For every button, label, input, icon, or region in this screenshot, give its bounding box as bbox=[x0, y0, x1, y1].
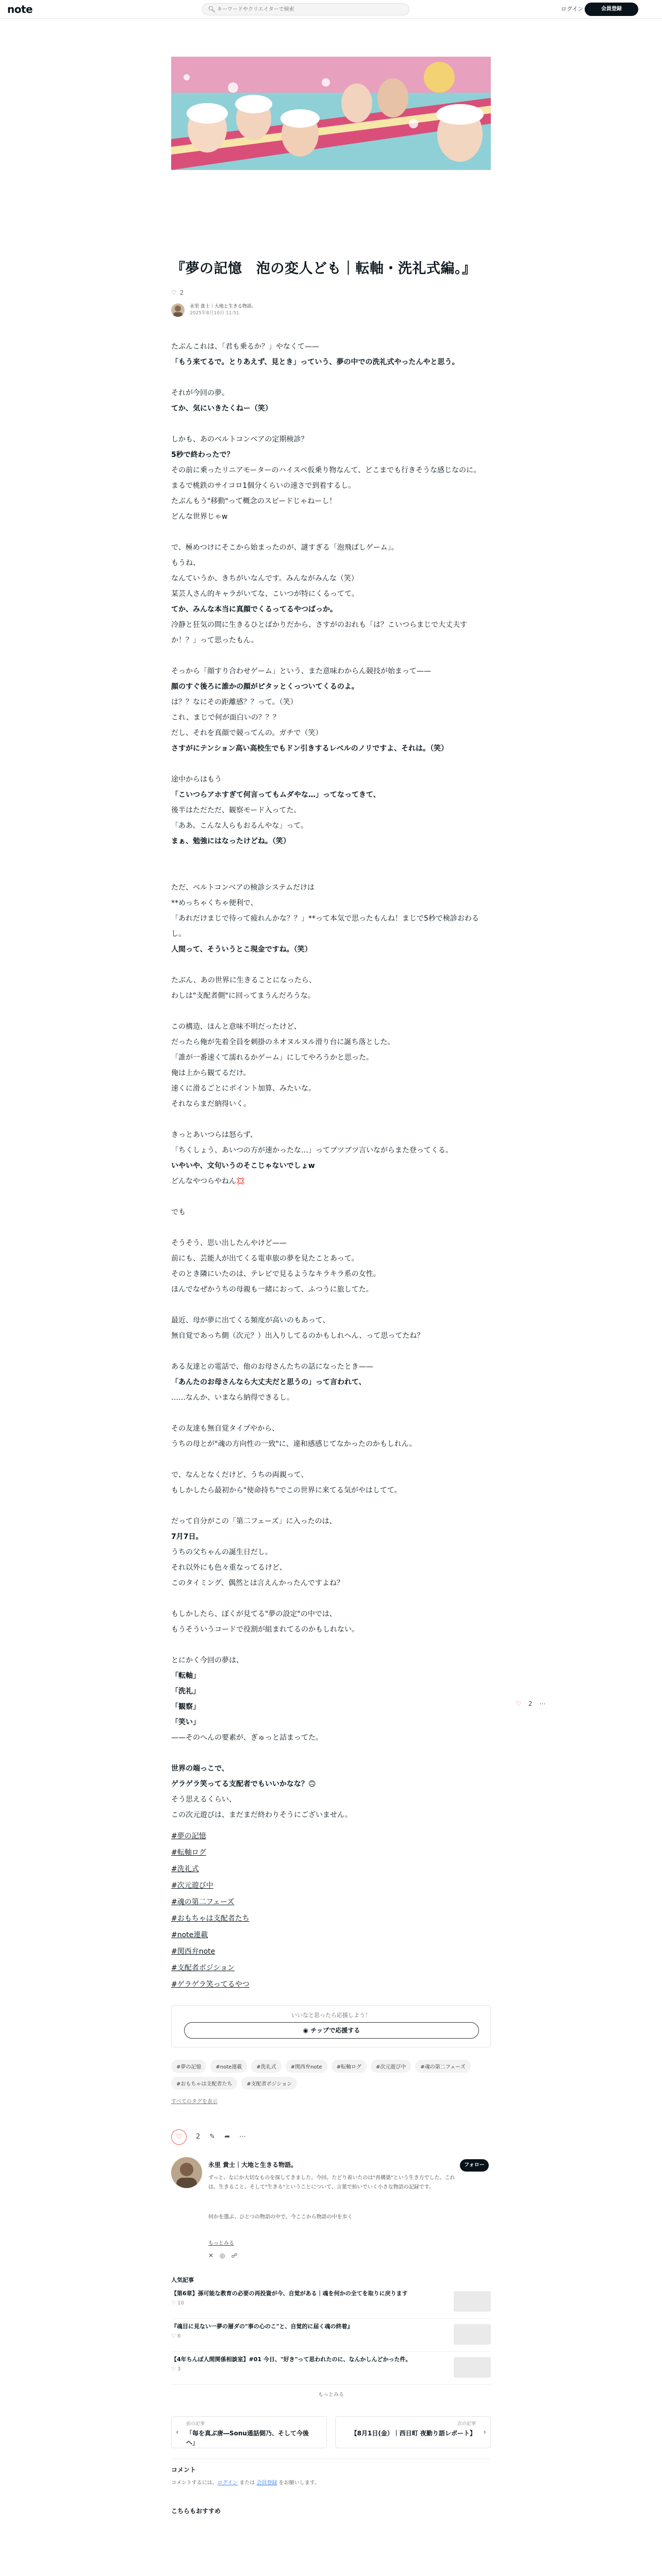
signup-button[interactable]: 会員登録 bbox=[585, 3, 638, 16]
next-label: 次の記事 bbox=[457, 2421, 476, 2427]
support-label: いいなと思ったら応援しよう！ bbox=[291, 2011, 371, 2019]
body-paragraph bbox=[171, 1591, 491, 1606]
body-paragraph: ある友達との電話で、他のお母さんたちの話になったとき—— bbox=[171, 1362, 373, 1371]
like-count-top[interactable] bbox=[171, 289, 491, 296]
popular-thumbnail bbox=[454, 2291, 491, 2312]
body-paragraph bbox=[171, 1220, 491, 1235]
follow-button[interactable]: フォロー bbox=[460, 2159, 489, 2172]
body-paragraph: だって自分がこの「第二フェーズ」に入ったのは、 bbox=[171, 1517, 337, 1526]
social-links bbox=[208, 2252, 238, 2259]
hashtag-list bbox=[171, 1828, 491, 1993]
body-paragraph: 5秒で終わったで？ bbox=[171, 450, 234, 459]
body-paragraph: その友達も無自覚タイプやから、 bbox=[171, 1424, 279, 1433]
hashtag-link[interactable]: #ゲラゲラ笑ってるやつ bbox=[171, 1980, 250, 1989]
body-paragraph: もうそういうコードで役割が組まれてるのかもしれない。 bbox=[171, 1625, 359, 1634]
share-icon[interactable]: ➦ bbox=[224, 2133, 230, 2141]
next-article-card[interactable] bbox=[335, 2416, 491, 2448]
body-paragraph: たぶんこれは、「君も乗るか？」やなくて—— bbox=[171, 342, 319, 351]
body-paragraph bbox=[171, 1637, 491, 1653]
hero-image bbox=[171, 57, 491, 170]
profile-name[interactable]: 永里 貴士｜大地と生きる物語。 bbox=[208, 2161, 297, 2168]
like-count: 2 bbox=[196, 2133, 201, 2141]
body-paragraph: そのとき隣にいたのは、テレビで見るようなキラキラ系の女性。 bbox=[171, 1269, 380, 1278]
more-icon[interactable]: ⋯ bbox=[239, 2133, 246, 2141]
body-paragraph: そう思えるくらい、 bbox=[171, 1795, 236, 1804]
like-count: 2 bbox=[179, 289, 184, 296]
body-paragraph: 「洗礼」 bbox=[171, 1687, 200, 1696]
comment-register-link[interactable]: 会員登録 bbox=[256, 2480, 277, 2486]
author-profile bbox=[171, 2157, 491, 2265]
body-paragraph: とにかく今回の夢は、 bbox=[171, 1656, 243, 1665]
login-link[interactable]: ログイン bbox=[561, 6, 584, 12]
body-paragraph bbox=[171, 1745, 491, 1761]
body-paragraph: きっとあいつらは怒らず、 bbox=[171, 1130, 257, 1139]
site-header bbox=[0, 0, 662, 19]
body-paragraph: 「笑い」 bbox=[171, 1718, 200, 1726]
article-nav bbox=[171, 2416, 491, 2448]
prev-label: 前の記事 bbox=[186, 2421, 205, 2427]
body-paragraph: で、極めつけにそこから始まったのが、謎すぎる「泡飛ばしゲーム」。 bbox=[171, 543, 399, 552]
profile-bio-2: 何かを選ぶ、ひとつの物語の中で。今ここから物語の中を歩く bbox=[208, 2214, 353, 2220]
body-paragraph bbox=[171, 648, 491, 664]
body-paragraph: 冷静と狂気の間に生きるひとばかりだから、さすがのおれも「は？こいつらまじで大丈夫すか！？」って思ったもん。 bbox=[171, 620, 467, 645]
hashtag-link[interactable]: #洗礼式 bbox=[171, 1865, 199, 1873]
body-paragraph bbox=[171, 1405, 491, 1421]
body-paragraph: 「あれだけまじで待って疲れんかな？？」**って本気で思ったもんね！まじで5秒で検診おわるし。 bbox=[171, 914, 479, 938]
body-paragraph: 「あんたのお母さんなら大丈夫だと思うの」って言われて、 bbox=[171, 1378, 366, 1386]
article-title: 『夢の記憶 泡の変人ども｜転軸・洗礼式編。』 bbox=[171, 261, 476, 277]
all-tags-link[interactable]: すべてのタグを表示 bbox=[171, 2098, 218, 2105]
search-input[interactable] bbox=[217, 5, 403, 13]
comment-icon[interactable]: ✎ bbox=[209, 2133, 216, 2141]
popular-likes: ♡ 3 bbox=[171, 2366, 181, 2372]
support-box bbox=[171, 2005, 491, 2047]
list-item[interactable] bbox=[171, 2289, 491, 2319]
hashtag-link[interactable]: #おもちゃは支配者たち bbox=[171, 1914, 250, 1923]
body-paragraph: でも bbox=[171, 1208, 186, 1216]
body-paragraph: うちの母とが"魂の方向性の一致"に、違和感感じてなかったのかもしれん。 bbox=[171, 1439, 417, 1448]
body-paragraph: その前に乗ったリニアモーターのハイスペ仮乗り物なんて、どこまでも行きそうな感じなのに。 bbox=[171, 466, 481, 474]
body-paragraph: てか、気にいきたくねー（笑） bbox=[171, 404, 272, 413]
body-paragraph: そっから「顔すり合わせゲーム」という、また意味わからん競技が始まって—— bbox=[171, 667, 431, 675]
hashtag-link[interactable]: #関西弁note bbox=[171, 1947, 216, 1956]
tag-chip[interactable]: #魂の第二フェーズ bbox=[415, 2060, 470, 2073]
body-paragraph: てか、みんな本当に真顔でくるってるやつばっか。 bbox=[171, 605, 337, 614]
body-paragraph: 「誰が一番速くて濡れるかゲーム」にしてやろうかと思った。 bbox=[171, 1053, 373, 1062]
body-paragraph: いやいや、文句いうのそこじゃないでしょw bbox=[171, 1161, 315, 1170]
comments-heading: コメント bbox=[171, 2466, 196, 2473]
body-paragraph: さすがにテンション高い高校生でもドン引きするレベルのノリですよ、それは。（笑） bbox=[171, 744, 449, 753]
search-icon: 🔍︎ bbox=[208, 6, 216, 13]
article-body bbox=[171, 339, 491, 1823]
body-paragraph: これ、まじで何が面白いの？？？ bbox=[171, 713, 280, 722]
body-paragraph: たぶんもう"移動"って概念のスピードじゃねーし！ bbox=[171, 497, 337, 505]
tag-chip[interactable]: #洗礼式 bbox=[251, 2060, 281, 2073]
popular-thumbnail bbox=[454, 2324, 491, 2345]
chevron-right-icon: › bbox=[483, 2428, 486, 2436]
body-paragraph: 俺は上から観てるだけ。 bbox=[171, 1069, 251, 1077]
tip-button[interactable] bbox=[184, 2022, 479, 2039]
body-paragraph: 速くに滑るごとにポイント加算、みたいな。 bbox=[171, 1084, 316, 1093]
body-paragraph: ——そのへんの要素が、ぎゅっと詰まってた。 bbox=[171, 1733, 323, 1742]
popular-title: 【第6章】孫可能な教育の必要の再投資が今、自覚がある｜魂を何かの全てを取りに戻ります bbox=[171, 2290, 408, 2297]
body-paragraph: 人間って、そういうとこ現金ですね。（笑） bbox=[171, 945, 312, 954]
body-paragraph: 「ああ、こんな人らもおるんやな」って。 bbox=[171, 821, 308, 830]
body-paragraph: **めっちゃくちゃ便利で、 bbox=[171, 899, 258, 907]
body-paragraph: たぶん、あの世界に生きることになったら、 bbox=[171, 976, 316, 985]
heart-icon[interactable]: ♡ bbox=[516, 1700, 521, 1707]
article-actions bbox=[171, 2129, 491, 2145]
body-paragraph: 7月7日。 bbox=[171, 1532, 203, 1541]
hashtag-link[interactable]: #夢の記憶 bbox=[171, 1832, 206, 1840]
body-paragraph bbox=[171, 524, 491, 540]
body-paragraph: どんな世界じゃw bbox=[171, 512, 228, 521]
body-paragraph: ほんでなぜかうちの母親も一緒におって、ふつうに旅してた。 bbox=[171, 1285, 373, 1294]
body-paragraph bbox=[171, 1004, 491, 1019]
more-icon[interactable]: ⋯ bbox=[539, 1700, 546, 1707]
list-item[interactable] bbox=[171, 2322, 491, 2352]
hashtag-link[interactable]: #note連載 bbox=[171, 1930, 208, 1939]
body-paragraph: まるで桃鉄のサイコロ1個分くらいの速さで到着するし。 bbox=[171, 481, 356, 490]
body-paragraph: この次元遊びは、まだまだ終わりそうにございません。 bbox=[171, 1810, 352, 1819]
popular-articles bbox=[171, 2276, 491, 2398]
tip-button-label: チップで応援する bbox=[310, 2026, 360, 2034]
body-paragraph: 途中からはもう bbox=[171, 775, 222, 784]
hashtag-link[interactable]: #次元遊び中 bbox=[171, 1881, 213, 1890]
profile-bio: ずっと、なにか大切なものを探してきました。今回、たどり着いたのは"再構築"という生き方でした。これは、生きること、そして"生きる"ということについて、言葉で紡いでいく小さな物語の記録です。 bbox=[208, 2175, 455, 2190]
body-paragraph: で、なんとなくだけど、うちの両親って、 bbox=[171, 1470, 308, 1479]
avatar[interactable] bbox=[171, 2157, 202, 2188]
prev-article-card[interactable] bbox=[171, 2416, 327, 2448]
body-paragraph: もうね、 bbox=[171, 558, 200, 567]
chevron-left-icon: ‹ bbox=[176, 2428, 179, 2436]
profile-more-link[interactable]: もっとみる bbox=[208, 2240, 234, 2246]
body-paragraph: 某芸人さん的キャラがいてな、こいつが特にくるってて。 bbox=[171, 589, 359, 598]
recommend-heading: こちらもおすすめ bbox=[171, 2507, 221, 2515]
popular-thumbnail bbox=[454, 2357, 491, 2378]
body-paragraph: 「観察」 bbox=[171, 1702, 200, 1711]
tag-chip[interactable]: #夢の記憶 bbox=[171, 2060, 206, 2073]
body-paragraph bbox=[171, 1189, 491, 1205]
tag-chips bbox=[171, 2060, 491, 2090]
comment-login-link[interactable]: ログイン bbox=[217, 2480, 238, 2486]
body-paragraph: だし、それを真顔で競ってんの。ガチで（笑） bbox=[171, 728, 323, 737]
body-paragraph: 顔のすぐ後ろに誰かの顔がピタッとくっついてくるのよ。 bbox=[171, 682, 359, 691]
body-paragraph bbox=[171, 865, 491, 880]
heart-icon: ♡ bbox=[171, 289, 177, 296]
hashtag-link[interactable]: #魂の第二フェーズ bbox=[171, 1897, 235, 1906]
body-paragraph: 最近、母が夢に出てくる頻度が高いのもあって、 bbox=[171, 1316, 330, 1325]
body-paragraph: うちの父ちゃんの誕生日だし。 bbox=[171, 1548, 272, 1556]
note-logo[interactable]: note bbox=[7, 3, 33, 15]
body-paragraph: まぁ、勉強にはなったけどね。（笑） bbox=[171, 837, 290, 845]
tag-chip[interactable]: #支配者ポジション bbox=[241, 2077, 297, 2090]
body-paragraph: 「転軸」 bbox=[171, 1671, 200, 1680]
body-paragraph: それ以外にも色々重なってるけど、 bbox=[171, 1563, 287, 1572]
prev-title: 「毎を真ぶ唐―Sonu通話側乃、そして今後へ」 bbox=[186, 2429, 309, 2446]
tag-chip[interactable]: #次元遊び中 bbox=[371, 2060, 411, 2073]
body-paragraph bbox=[171, 1498, 491, 1514]
comments-notice: コメントするには、ログイン または 会員登録 をお願いします。 bbox=[171, 2480, 320, 2486]
body-paragraph: ゲラゲラ笑ってる支配者でもいいかなな？🙃 bbox=[171, 1780, 316, 1788]
popular-title: 【4年ちんぽ人間関係相談室】#01 今日、"好き"って思われたのに、なんかしんどかった件。 bbox=[171, 2355, 411, 2363]
body-paragraph bbox=[171, 957, 491, 973]
popular-likes: ♡ 6 bbox=[171, 2333, 181, 2339]
popular-likes: ♡ 10 bbox=[171, 2300, 184, 2306]
body-paragraph: 「ちくしょう、あいつの方が速かったな…」ってブツブツ言いながらまた登ってくる。 bbox=[171, 1146, 453, 1155]
comments-section bbox=[171, 2459, 491, 2486]
article bbox=[171, 57, 491, 2515]
hashtag-link[interactable]: #転軸ログ bbox=[171, 1848, 206, 1857]
body-paragraph: 無自覚であっち側（次元？）出入りしてるのかもしれへん、って思ってたね？ bbox=[171, 1331, 424, 1340]
body-paragraph: それが今回の夢。 bbox=[171, 388, 229, 397]
popular-heading: 人気記事 bbox=[171, 2276, 194, 2283]
list-item[interactable] bbox=[171, 2355, 491, 2385]
body-paragraph: 前にも、芸能人が出てくる電車旅の夢を見たことあって。 bbox=[171, 1254, 359, 1263]
body-paragraph: 世界の端っこで、 bbox=[171, 1764, 229, 1773]
tag-chip[interactable]: #note連載 bbox=[210, 2060, 247, 2073]
search-box[interactable] bbox=[202, 3, 409, 15]
author-row[interactable] bbox=[171, 303, 491, 317]
body-paragraph bbox=[171, 370, 491, 385]
publish-date: 2025年8月10日 11:51 bbox=[190, 311, 239, 316]
body-paragraph: もしかしたら最初から"使命持ち"でこの世界に来てる気がやはしてて。 bbox=[171, 1486, 402, 1495]
body-paragraph bbox=[171, 849, 491, 865]
tip-icon: ◉ bbox=[303, 2026, 311, 2034]
body-paragraph: ただ、ベルトコンベアの検診システムだけは bbox=[171, 883, 315, 892]
body-paragraph: このタイミング、偶然とは言えんかったんですよね？ bbox=[171, 1579, 344, 1587]
body-paragraph: ……なんか、いまなら納得できるし。 bbox=[171, 1393, 294, 1402]
link-icon[interactable]: ☍ bbox=[231, 2251, 238, 2259]
floating-actions bbox=[516, 1700, 545, 1707]
hashtag-link[interactable]: #支配者ポジション bbox=[171, 1963, 235, 1972]
popular-title: 『魂目に見ない一夢の層ダの"事の心のこ"と、自覚的に届く魂の終着』 bbox=[171, 2323, 353, 2330]
body-paragraph: わしは"支配者側"に回ってまうんだろうな。 bbox=[171, 991, 315, 1000]
body-paragraph: それならまだ納得いく。 bbox=[171, 1099, 251, 1108]
tag-chip[interactable]: #転軸ログ bbox=[332, 2060, 367, 2073]
author-name[interactable]: 永里 貴士｜大地と生きる物語。 bbox=[190, 303, 256, 309]
body-paragraph: なんていうか、きちがいなんです。みんながみんな（笑） bbox=[171, 574, 358, 583]
body-paragraph bbox=[171, 1344, 491, 1359]
body-paragraph: そうそう、思い出したんやけど—— bbox=[171, 1239, 287, 1247]
body-paragraph: は？？なにその距離感？？って。（笑） bbox=[171, 698, 297, 706]
body-paragraph: 「こいつらアホすぎて何言ってもムダやな…」ってなってきて、 bbox=[171, 790, 380, 799]
body-paragraph: この構造、ほんと意味不明だったけど、 bbox=[171, 1022, 301, 1031]
body-paragraph bbox=[171, 1452, 491, 1467]
instagram-icon[interactable]: ◎ bbox=[220, 2251, 225, 2259]
x-icon[interactable]: ✕ bbox=[208, 2251, 214, 2259]
body-paragraph: もしかしたら、ぼくが見てる"夢の設定"の中では、 bbox=[171, 1609, 337, 1618]
avatar[interactable] bbox=[171, 303, 185, 317]
next-title: 【8月1日(金）｜西日町 夜勤り語レポート】 bbox=[351, 2429, 476, 2437]
body-paragraph: だったら俺が先着全員を刺掛のネオヌルヌル滑り台に誕ち落とした。 bbox=[171, 1038, 395, 1046]
body-paragraph: 後半はただただ、観察モード入ってた。 bbox=[171, 806, 301, 815]
body-paragraph bbox=[171, 1297, 491, 1313]
body-paragraph: 「もう来てるで。とりあえず、見とき」っていう、夢の中での洗礼式やったんやと思う。 bbox=[171, 358, 459, 366]
tag-chip[interactable]: #おもちゃは支配者たち bbox=[171, 2077, 237, 2090]
floating-like-count: 2 bbox=[528, 1700, 533, 1707]
body-paragraph: しかも、あのベルトコンベアの定期検診？ bbox=[171, 435, 308, 444]
like-button[interactable]: ♡ bbox=[171, 2129, 187, 2145]
tag-chip[interactable]: #関西弁note bbox=[286, 2060, 327, 2073]
popular-more-link[interactable]: もっとみる bbox=[318, 2392, 344, 2398]
body-paragraph: どんなやつらやねん💢 bbox=[171, 1177, 245, 1185]
body-paragraph bbox=[171, 1112, 491, 1127]
body-paragraph bbox=[171, 756, 491, 772]
body-paragraph bbox=[171, 416, 491, 432]
